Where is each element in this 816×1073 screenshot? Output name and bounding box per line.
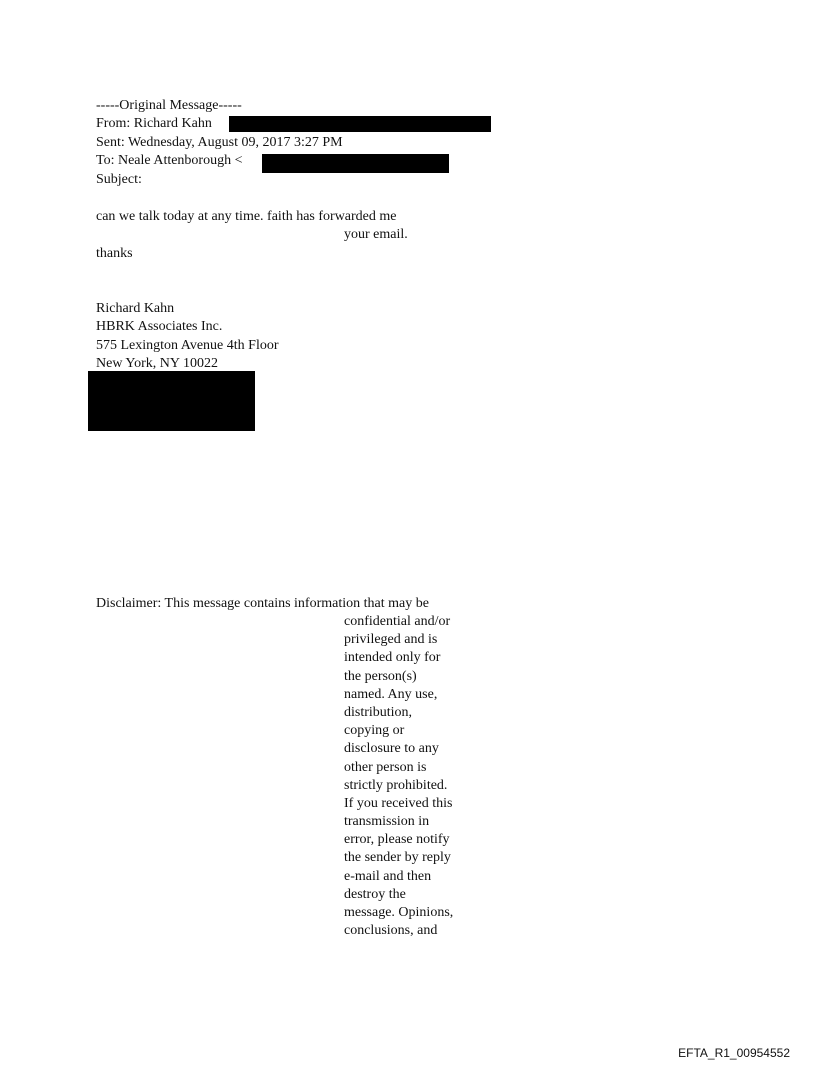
disclaimer-line: strictly prohibited.: [344, 777, 448, 793]
disclaimer-line: copying or: [344, 723, 405, 739]
disclaimer-line: message. Opinions,: [344, 905, 454, 920]
disclaimer-line: disclosure to any: [344, 741, 439, 757]
original-message-label: -----Original Message-----: [96, 98, 242, 113]
redaction-to-email: [262, 154, 449, 173]
disclaimer-line: error, please notify: [344, 832, 450, 848]
disclaimer-line: the person(s): [344, 668, 417, 684]
disclaimer-column: [344, 613, 453, 940]
document-id: EFTA_R1_00954552: [678, 1046, 790, 1060]
signature-name: Richard Kahn: [96, 301, 175, 316]
signature-company: HBRK Associates Inc.: [96, 319, 223, 334]
disclaimer-line: intended only for: [344, 650, 441, 666]
body-line-2: your email.: [344, 227, 408, 242]
disclaimer-line: other person is: [344, 759, 427, 775]
from-line: From: Richard Kahn: [96, 116, 212, 131]
disclaimer-line: the sender by reply: [344, 850, 451, 866]
body-thanks: thanks: [96, 246, 133, 261]
disclaimer-line: privileged and is: [344, 632, 438, 648]
disclaimer-first-line: Disclaimer: This message contains information that may be: [96, 596, 429, 611]
signature-address: 575 Lexington Avenue 4th Floor: [96, 338, 279, 353]
disclaimer-line: conclusions, and: [344, 923, 438, 939]
disclaimer-line: e-mail and then: [344, 868, 432, 884]
redaction-signature-block: [88, 371, 255, 431]
signature-city: New York, NY 10022: [96, 356, 218, 371]
subject-line: Subject:: [96, 172, 142, 187]
disclaimer-line: If you received this: [344, 795, 453, 811]
disclaimer-line: transmission in: [344, 814, 430, 830]
disclaimer-line: distribution,: [344, 704, 413, 720]
redaction-from-email: [229, 116, 491, 132]
disclaimer-line: confidential and/or: [344, 614, 451, 629]
disclaimer-line: named. Any use,: [344, 686, 438, 702]
disclaimer-line: destroy the: [344, 886, 406, 902]
sent-line: Sent: Wednesday, August 09, 2017 3:27 PM: [96, 135, 343, 150]
body-line-1: can we talk today at any time. faith has forwarded me: [96, 209, 397, 224]
to-line: To: Neale Attenborough <: [96, 153, 243, 168]
